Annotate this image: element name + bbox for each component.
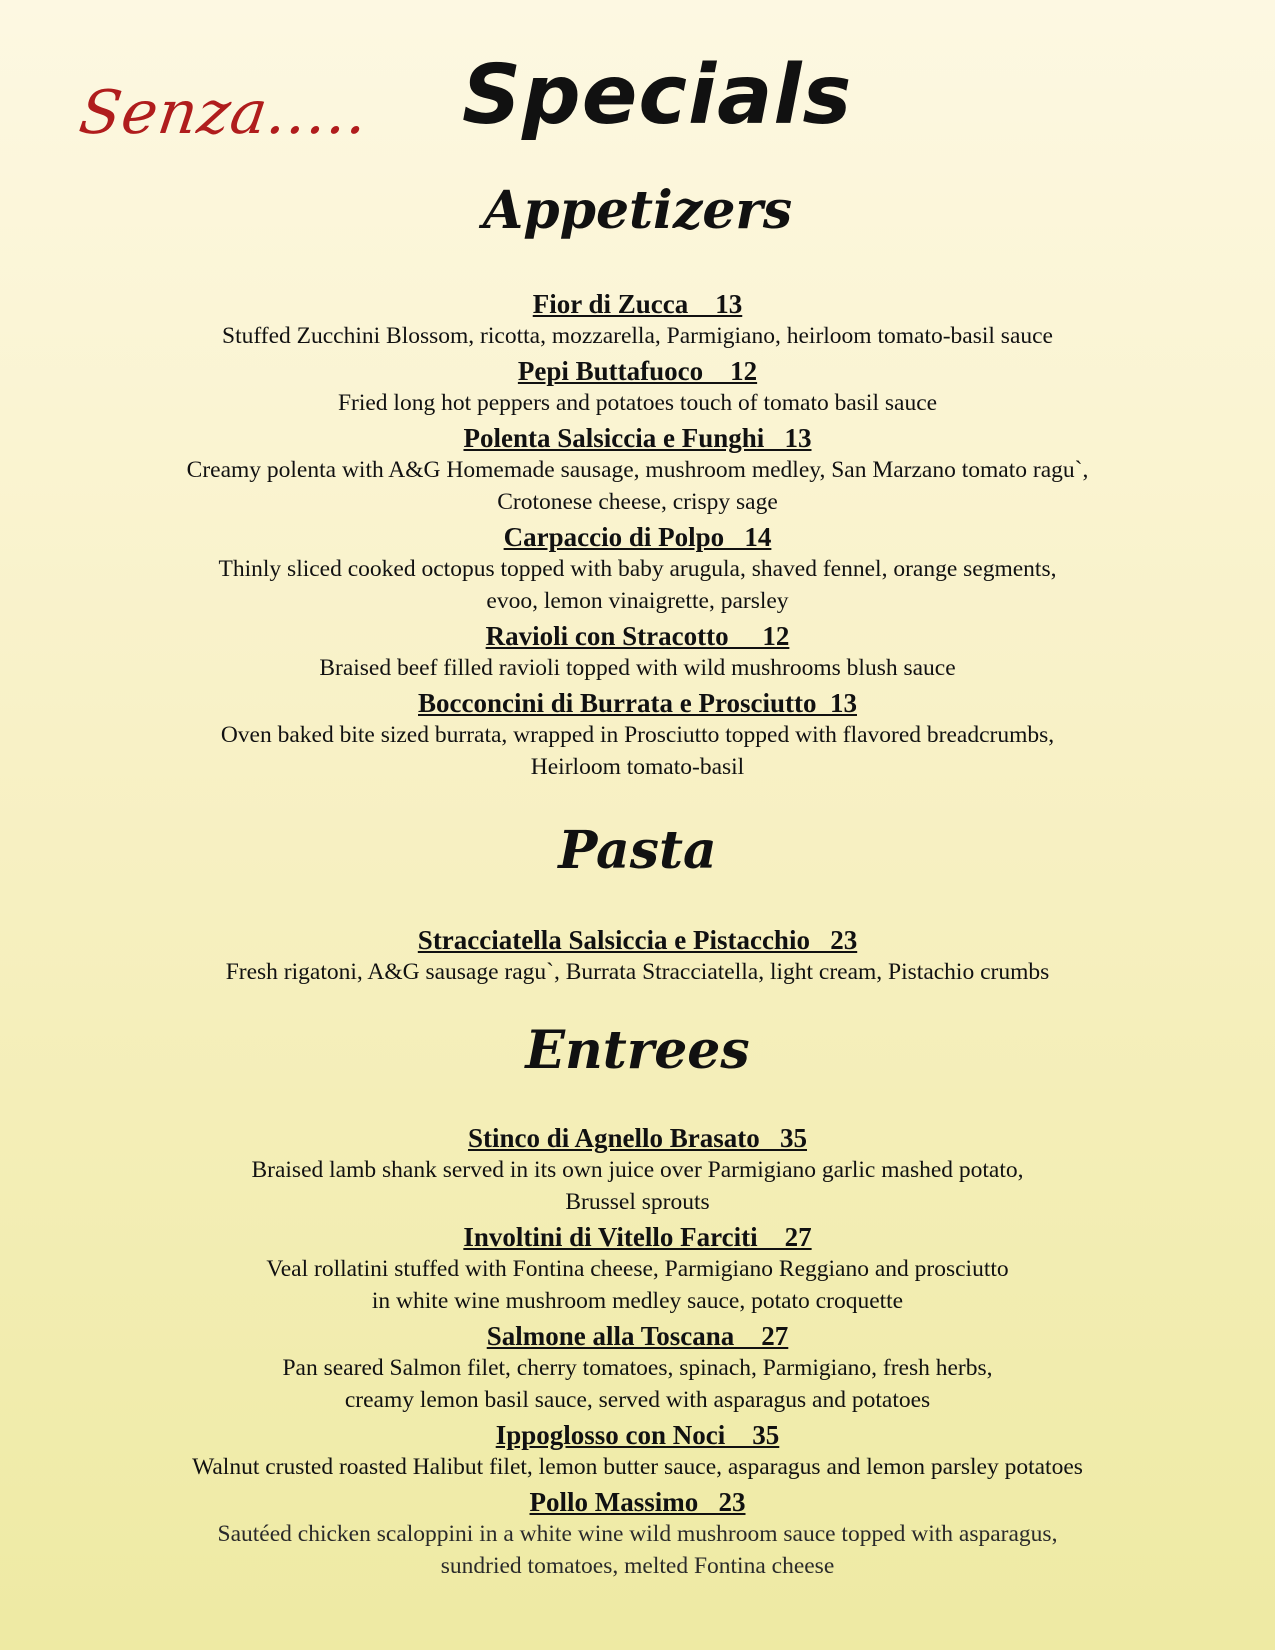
menu-item bbox=[0, 1122, 1275, 1218]
menu-item bbox=[0, 521, 1275, 617]
menu-item-description bbox=[0, 1254, 1275, 1317]
menu-item-description bbox=[0, 957, 1275, 989]
menu-item-description-line: Pan seared Salmon filet, cherry tomatoes, spinach, Parmigiano, fresh herbs, bbox=[282, 1355, 993, 1381]
section-heading-appetizers: Appetizers bbox=[482, 180, 793, 241]
menu-item-title: Involtini di Vitello Farciti 27 bbox=[463, 1222, 812, 1252]
section-heading-pasta: Pasta bbox=[558, 820, 717, 881]
menu-item-description-line: Sautéed chicken scaloppini in a white wine wild mushroom sauce topped with asparagus, bbox=[217, 1521, 1058, 1547]
menu-item bbox=[0, 355, 1275, 420]
menu-item-description bbox=[0, 653, 1275, 685]
menu-item-title: Carpaccio di Polpo 14 bbox=[503, 522, 772, 552]
menu-item-description-line: Oven baked bite sized burrata, wrapped in Prosciutto topped with flavored breadcrumbs, bbox=[220, 722, 1055, 748]
menu-item-description-line: Fresh rigatoni, A&G sausage ragu`, Burrata Stracciatella, light cream, Pistachio crumbs bbox=[225, 959, 1050, 985]
menu-item-description-line: Heirloom tomato-basil bbox=[530, 753, 745, 780]
menu-item-description-line: Braised lamb shank served in its own juice over Parmigiano garlic mashed potato, bbox=[251, 1157, 1024, 1183]
menu-item-description-line: sundried tomatoes, melted Fontina cheese bbox=[440, 1552, 835, 1579]
menu-item-description-line: in white wine mushroom medley sauce, potato croquette bbox=[371, 1287, 904, 1314]
menu-item-description bbox=[0, 1519, 1275, 1582]
menu-item-description bbox=[0, 1155, 1275, 1218]
page-title: Specials bbox=[462, 48, 853, 143]
section-heading-entrees: Entrees bbox=[525, 1020, 750, 1081]
menu-item-title: Ippoglosso con Noci 35 bbox=[495, 1420, 780, 1450]
menu-item-description-line: Fried long hot peppers and potatoes touch of tomato basil sauce bbox=[337, 390, 938, 416]
menu-item-description-line: Thinly sliced cooked octopus topped with baby arugula, shaved fennel, orange segments, bbox=[218, 556, 1057, 582]
menu-item bbox=[0, 288, 1275, 353]
menu-item bbox=[0, 924, 1275, 989]
menu-item-description bbox=[0, 1353, 1275, 1416]
menu-item-description bbox=[0, 455, 1275, 518]
menu-item bbox=[0, 687, 1275, 783]
menu-item-description bbox=[0, 720, 1275, 783]
menu-item-description bbox=[0, 1452, 1275, 1484]
menu-item-title: Ravioli con Stracotto 12 bbox=[485, 621, 790, 651]
menu-item-title: Fior di Zucca 13 bbox=[532, 289, 743, 319]
menu-item-description-line: Braised beef filled ravioli topped with wild mushrooms blush sauce bbox=[319, 655, 956, 681]
menu-item-title: Stinco di Agnello Brasato 35 bbox=[467, 1123, 808, 1153]
menu-item-description bbox=[0, 388, 1275, 420]
menu-item-title: Polenta Salsiccia e Funghi 13 bbox=[463, 423, 812, 453]
menu-item-description-line: Walnut crusted roasted Halibut filet, lemon butter sauce, asparagus and lemon parsley potatoes bbox=[192, 1454, 1083, 1480]
menu-item-description-line: evoo, lemon vinaigrette, parsley bbox=[486, 587, 789, 614]
menu-item-description-line: Stuffed Zucchini Blossom, ricotta, mozzarella, Parmigiano, heirloom tomato-basil sauce bbox=[222, 323, 1053, 349]
menu-item-title: Pepi Buttafuoco 12 bbox=[517, 356, 758, 386]
menu-item-description-line: Crotonese cheese, crispy sage bbox=[497, 488, 778, 515]
menu-item-title: Salmone alla Toscana 27 bbox=[486, 1321, 789, 1351]
menu-item-title: Bocconcini di Burrata e Prosciutto 13 bbox=[418, 688, 857, 718]
menu-item bbox=[0, 1486, 1275, 1582]
menu-item-description bbox=[0, 321, 1275, 353]
menu-item bbox=[0, 620, 1275, 685]
menu-item-description-line: Creamy polenta with A&G Homemade sausage, mushroom medley, San Marzano tomato ragu`, bbox=[186, 457, 1089, 483]
menu-item bbox=[0, 1320, 1275, 1416]
menu-item-description-line: Brussel sprouts bbox=[565, 1188, 710, 1215]
menu-item-description-line: Veal rollatini stuffed with Fontina cheese, Parmigiano Reggiano and prosciutto bbox=[266, 1256, 1009, 1282]
menu-item bbox=[0, 1419, 1275, 1484]
menu-item bbox=[0, 422, 1275, 518]
menu-item-title: Pollo Massimo 23 bbox=[529, 1487, 746, 1517]
menu-item bbox=[0, 1221, 1275, 1317]
menu-item-description-line: creamy lemon basil sauce, served with asparagus and potatoes bbox=[344, 1386, 931, 1413]
menu-item-title: Stracciatella Salsiccia e Pistacchio 23 bbox=[417, 925, 858, 955]
menu-item-description bbox=[0, 554, 1275, 617]
brand-name: Senza..... bbox=[75, 78, 373, 148]
